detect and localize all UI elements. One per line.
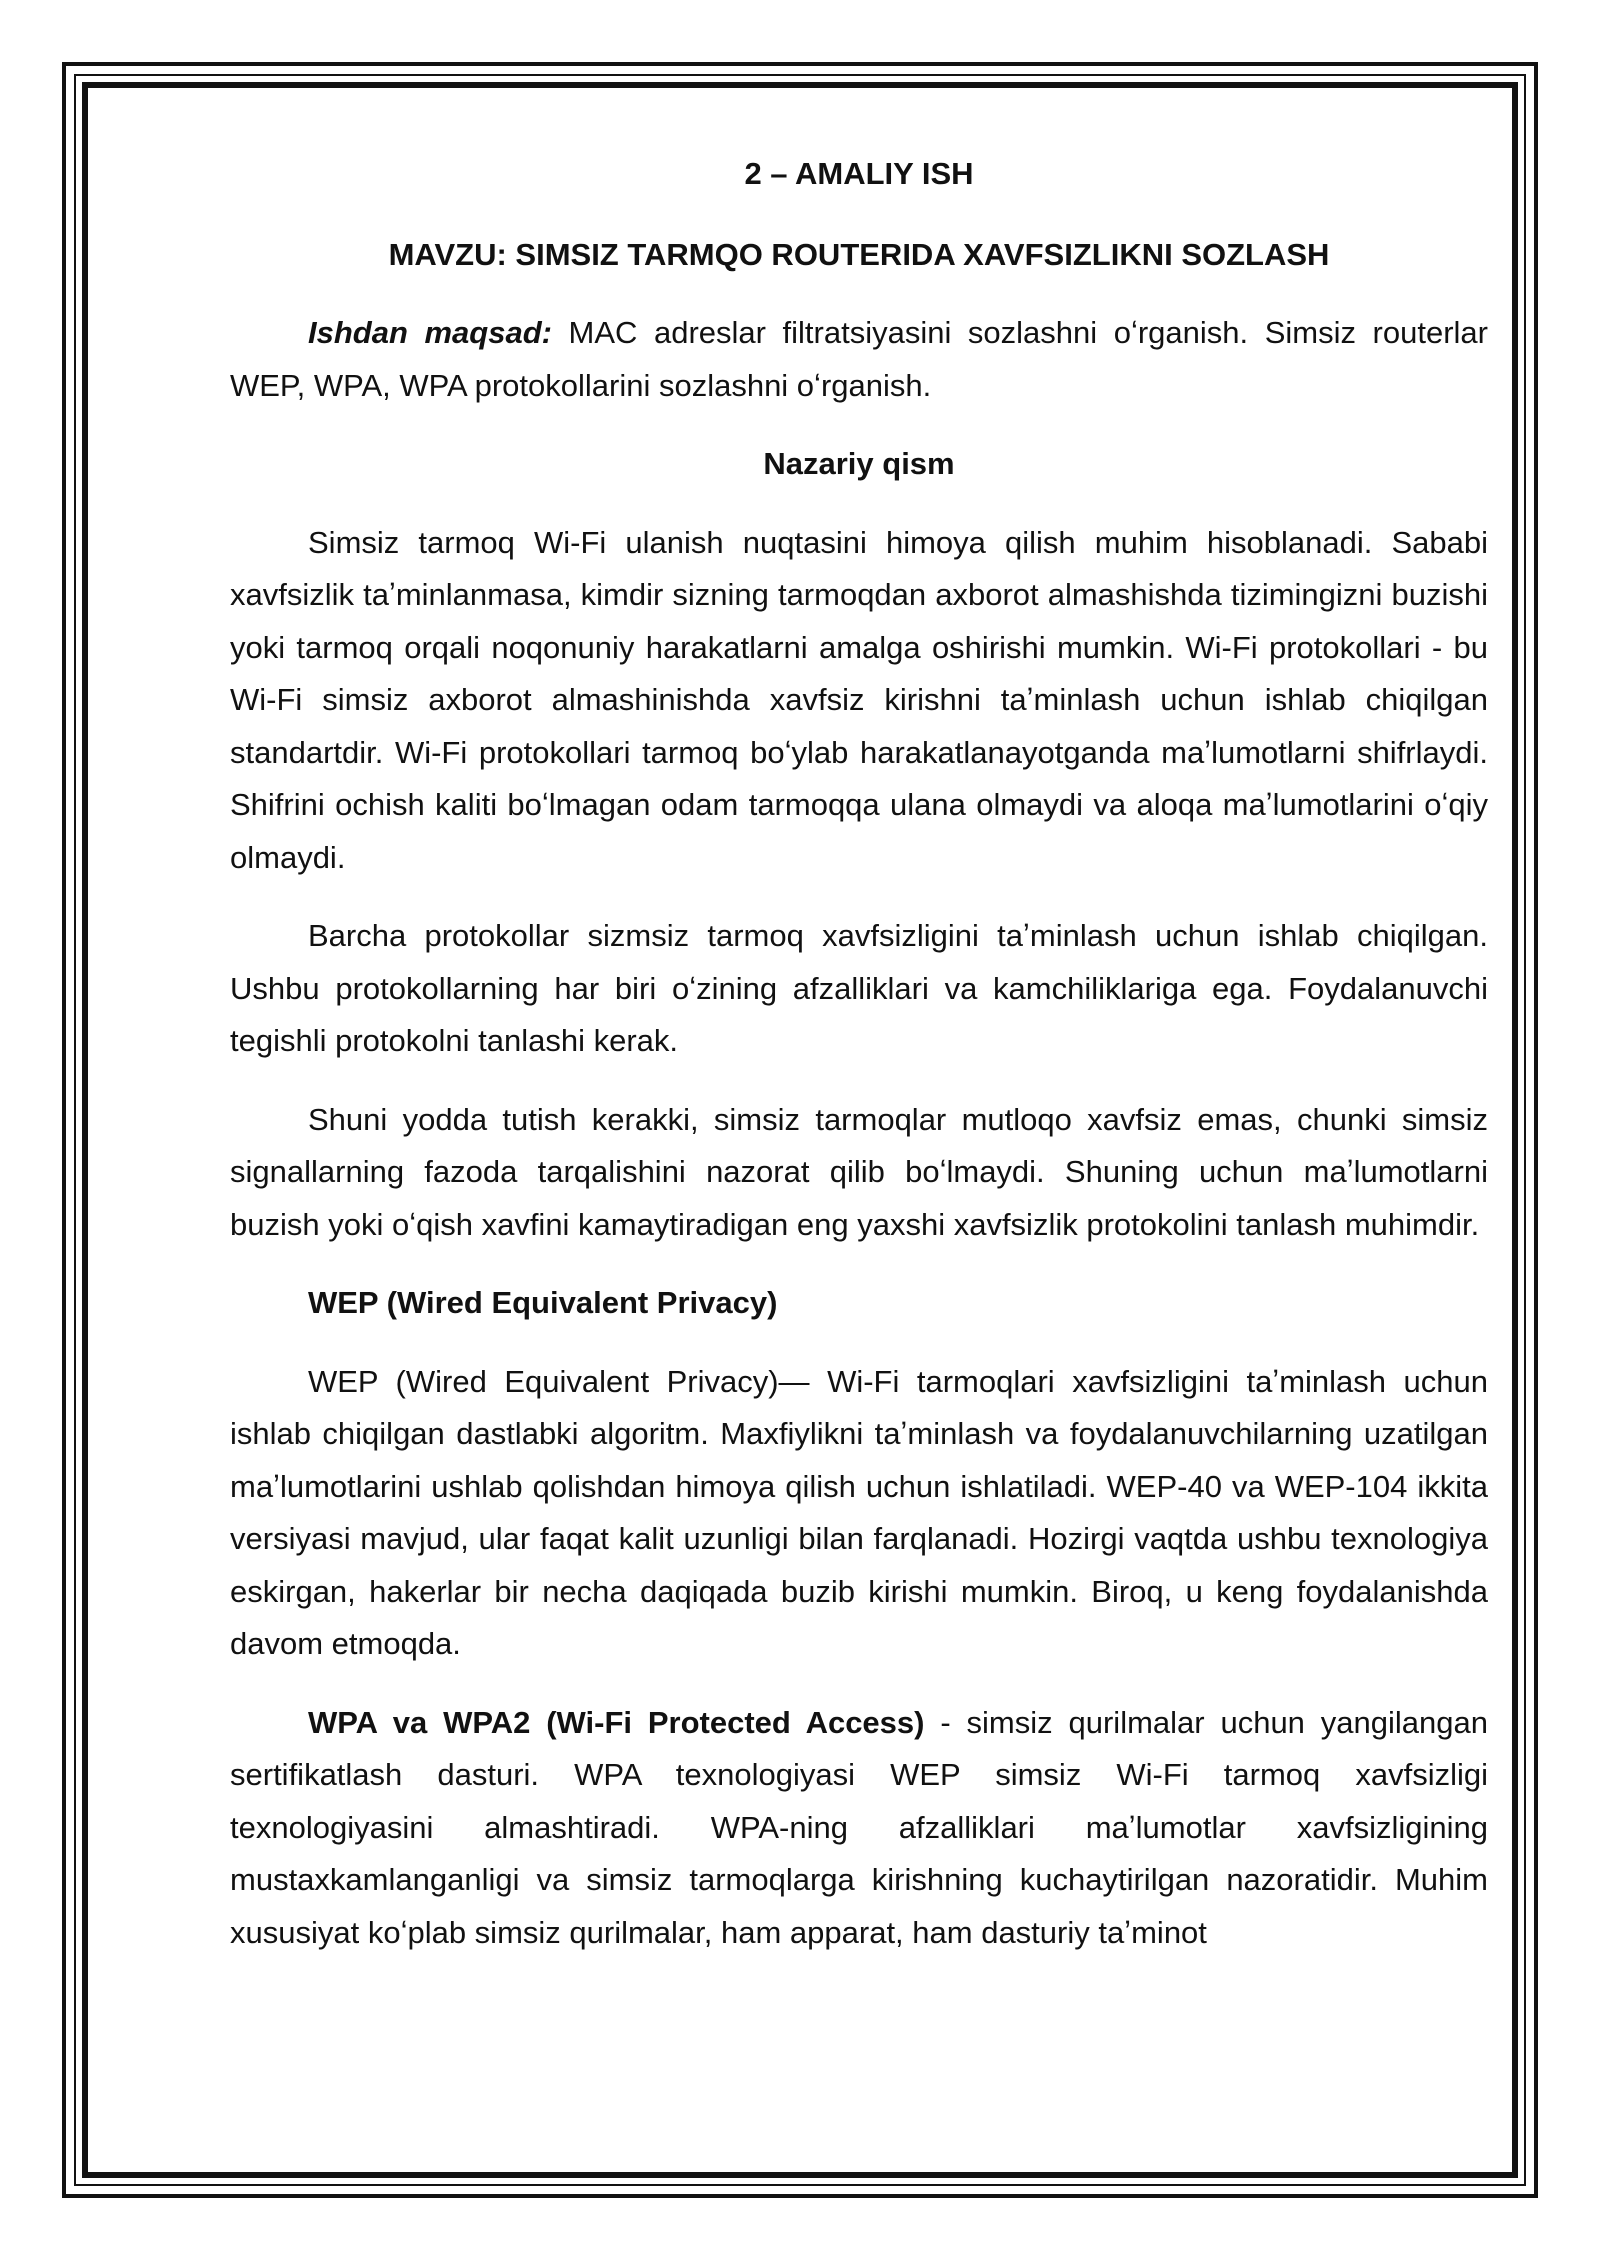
- wpa-text: - simsiz qurilmalar uchun yangilangan sertifikatlash dasturi. WPA texnologiyasi WEP simsiz Wi-Fi tarmoq xavfsizligi texnologiyasini almashtiradi. WPA-ning afzalliklari maʼlumotlar xavfsizligining mustaxkamlanganligi va simsiz tarmoqlarga kirishning kuchaytirilgan nazoratidir. Muhim xususiyat koʻplab simsiz qurilmalar, ham apparat, ham dasturiy taʼminot: [230, 1704, 1488, 1950]
- document-body: [230, 148, 1488, 1985]
- paragraph-3: Shuni yodda tutish kerakki, simsiz tarmoqlar mutloqo xavfsiz emas, chunki simsiz signallarning fazoda tarqalishini nazorat qilib boʻlmaydi. Shuning uchun maʼlumotlarni buzish yoki oʻqish xavfini kamaytiradigan eng yaxshi xavfsizlik protokolini tanlash muhimdir.: [230, 1101, 1488, 1242]
- goal-label: Ishdan maqsad:: [308, 315, 552, 350]
- page-title: 2 – AMALIY ISH: [744, 156, 974, 191]
- goal-text: MAC adreslar filtratsiyasini sozlashni oʻrganish. Simsiz routerlar WEP, WPA, WPA protokollarini sozlashni oʻrganish.: [230, 315, 1488, 403]
- paragraph-1: Simsiz tarmoq Wi-Fi ulanish nuqtasini himoya qilish muhim hisoblanadi. Sababi xavfsizlik taʼminlanmasa, kimdir sizning tarmoqdan axborot almashishda tizimingizni buzishi yoki tarmoq orqali noqonuniy harakatlarni amalga oshirishi mumkin. Wi-Fi protokollari - bu Wi-Fi simsiz axborot almashinishda xavfsiz kirishni taʼminlash uchun ishlab chiqilgan standartdir. Wi-Fi protokollari tarmoq boʻylab harakatlanayotganda maʼlumotlarni shifrlaydi. Shifrini ochish kaliti boʻlmagan odam tarmoqqa ulana olmaydi va aloqa maʼlumotlarini oʻqiy olmaydi.: [230, 524, 1488, 875]
- wep-paragraph: WEP (Wired Equivalent Privacy)— Wi-Fi tarmoqlari xavfsizligini taʼminlash uchun ishlab chiqilgan dastlabki algoritm. Maxfiylikni taʼminlash va foydalanuvchilarning uzatilgan maʼlumotlarini ushlab qolishdan himoya qilish uchun ishlatiladi. WEP-40 va WEP-104 ikkita versiyasi mavjud, ular faqat kalit uzunligi bilan farqlanadi. Hozirgi vaqtda ushbu texnologiya eskirgan, hakerlar bir necha daqiqada buzib kirishi mumkin. Biroq, u keng foydalanishda davom etmoqda.: [230, 1363, 1488, 1661]
- wpa-label: WPA va WPA2 (Wi-Fi Protected Access): [308, 1704, 925, 1740]
- goal-paragraph: [230, 307, 1488, 412]
- topic-heading: MAVZU: SIMSIZ TARMQO ROUTERIDA XAVFSIZLIKNI SOZLASH: [388, 236, 1330, 272]
- wpa-paragraph: [230, 1697, 1488, 1960]
- theory-heading: Nazariy qism: [763, 446, 955, 481]
- wep-heading: WEP (Wired Equivalent Privacy): [308, 1285, 778, 1320]
- paragraph-2: Barcha protokollar sizmsiz tarmoq xavfsizligini taʼminlash uchun ishlab chiqilgan. Ushbu protokollarning har biri oʻzining afzalliklari va kamchiliklariga ega. Foydalanuvchi tegishli protokolni tanlashi kerak.: [230, 918, 1488, 1058]
